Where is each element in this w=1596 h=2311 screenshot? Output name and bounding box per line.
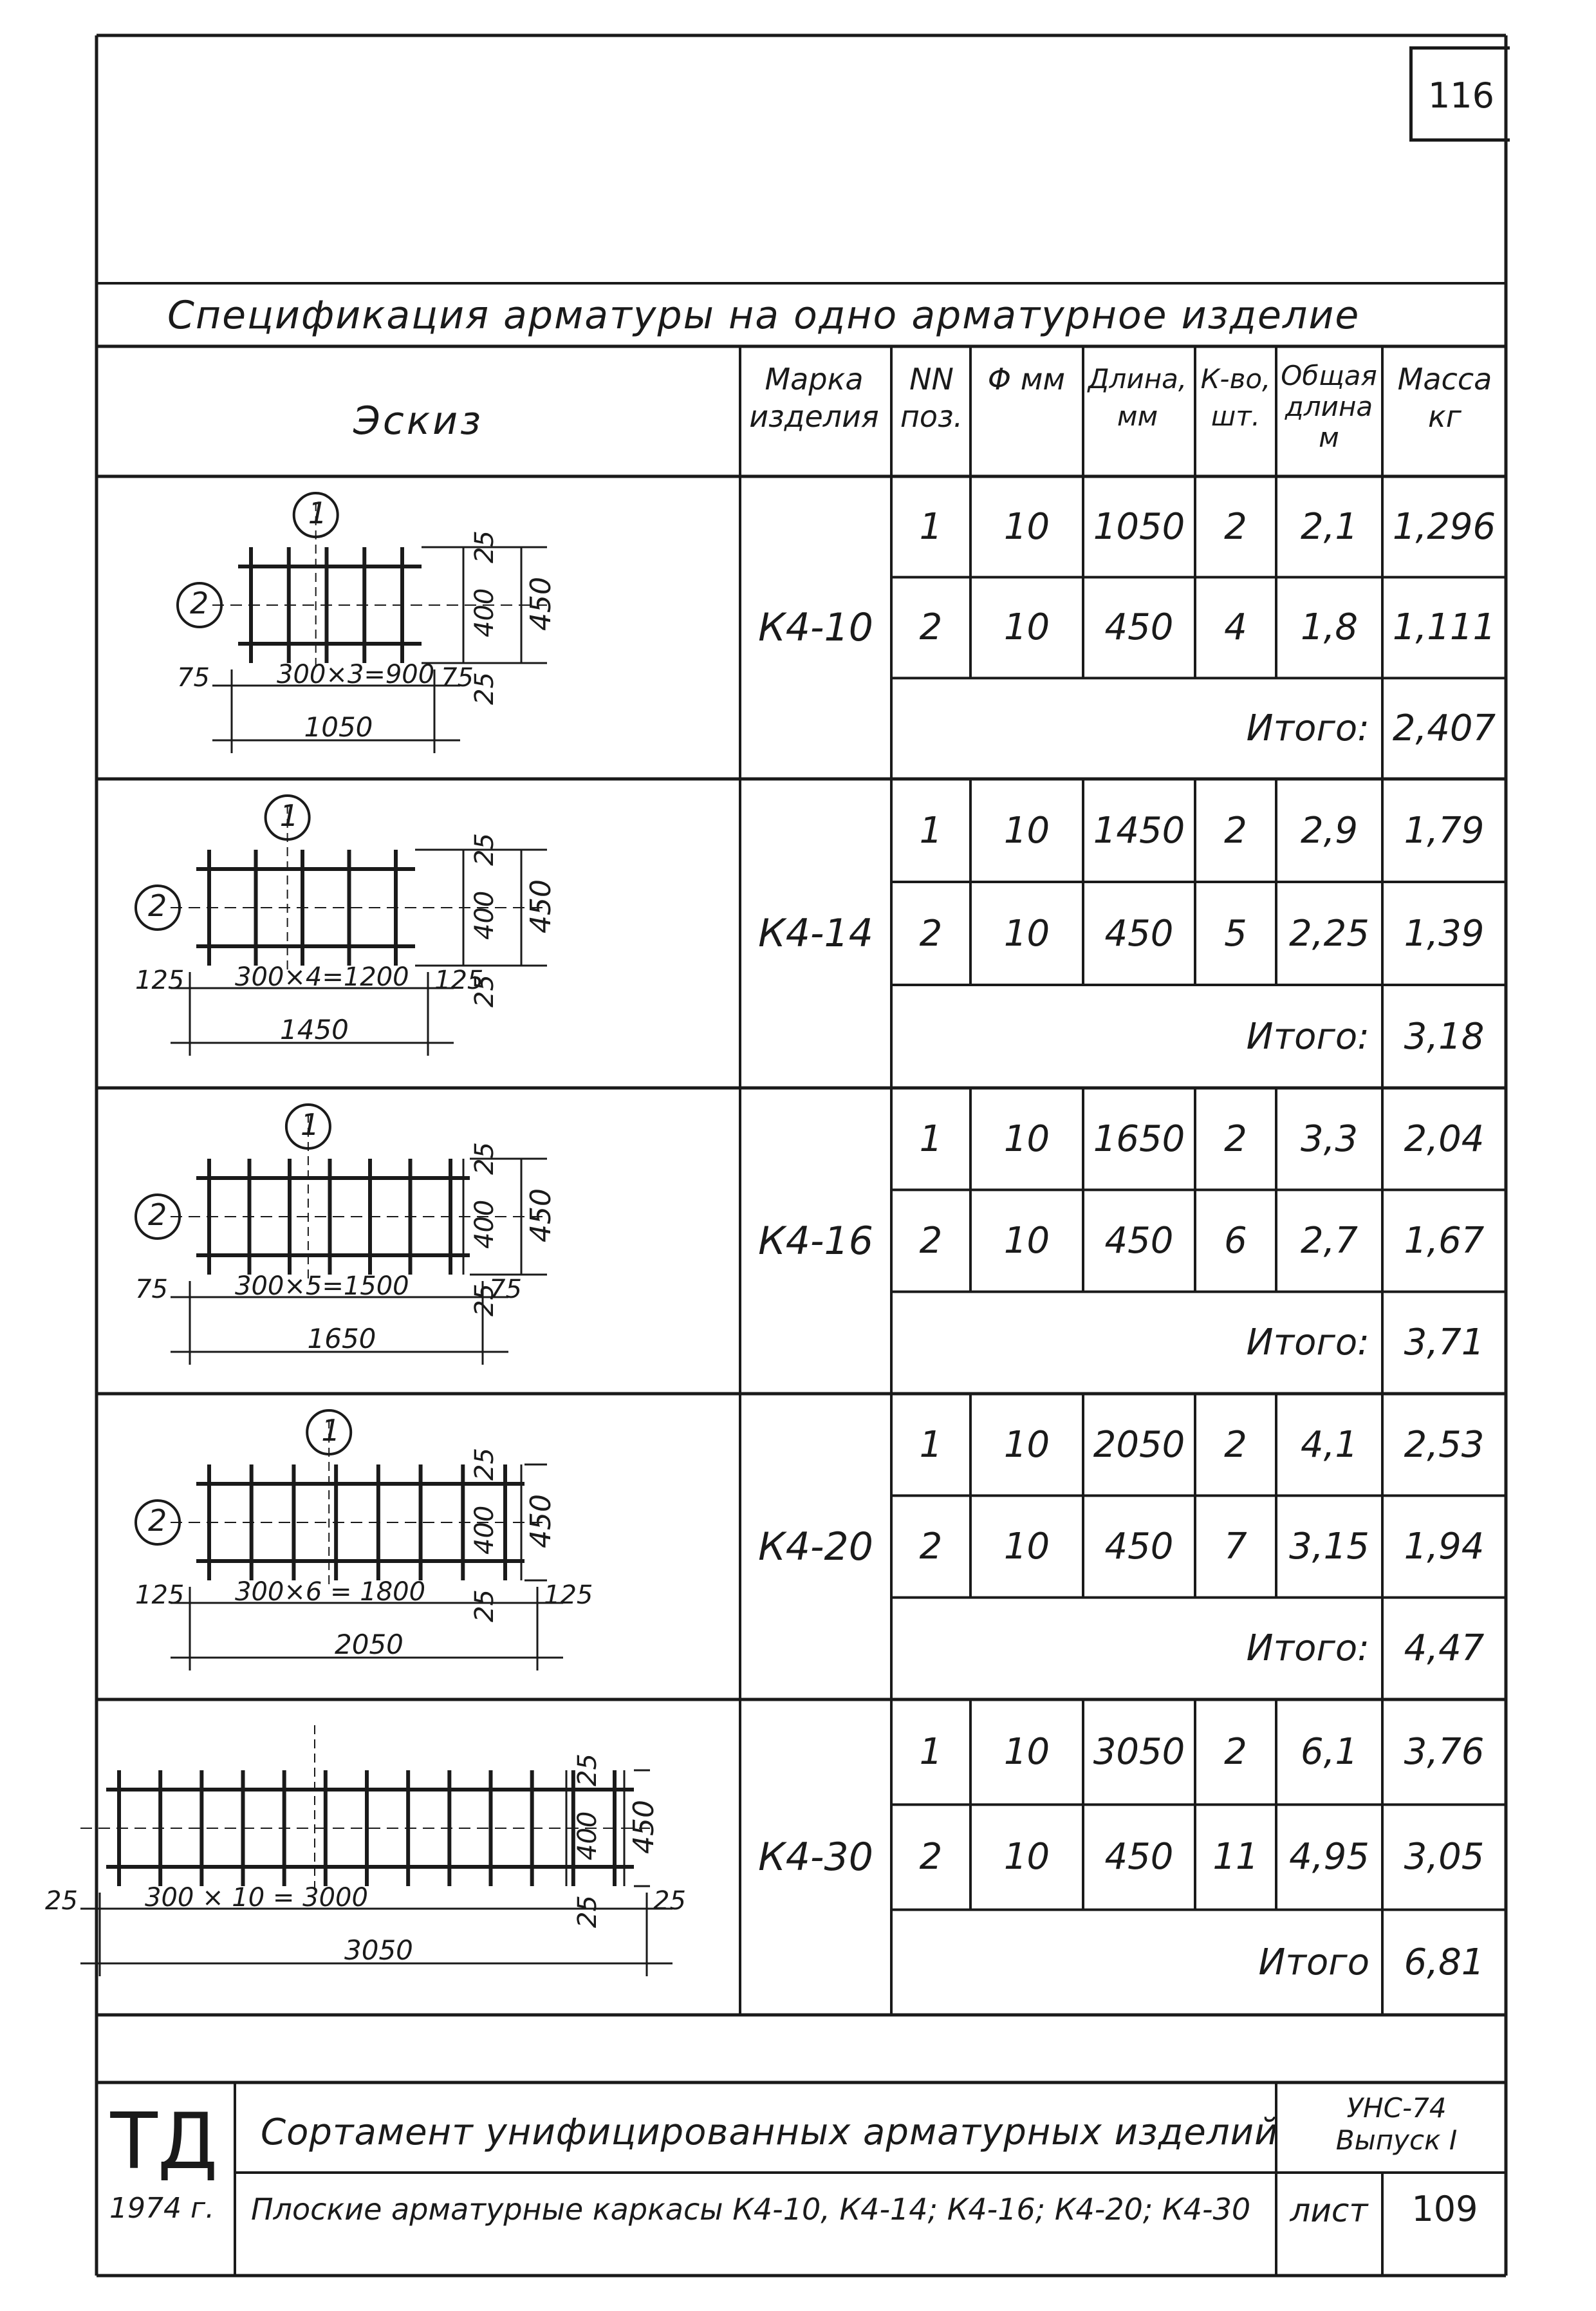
dim-overall-length: 2050 (335, 1629, 404, 1660)
itogo-label: Итого: (1246, 707, 1369, 750)
dim-left-offset: 75 (177, 663, 210, 693)
callout-2-label: 2 (190, 586, 209, 621)
callout-2-label: 2 (148, 1197, 167, 1232)
itogo-value: 6,81 (1404, 1941, 1485, 1983)
spec-cell-pos: 2 (919, 606, 943, 649)
callout-1-label: 1 (308, 496, 327, 530)
spec-cell-length: 1050 (1093, 505, 1185, 548)
spec-cell-pos: 2 (919, 1525, 943, 1567)
spec-cell-length: 450 (1104, 1219, 1174, 1262)
dim-mid: 400 (470, 890, 499, 940)
spec-cell-length: 3050 (1093, 1731, 1185, 1773)
stamp-logo: ТД (110, 2097, 218, 2187)
spec-cell-mass: 1,39 (1404, 912, 1485, 955)
dim-bot: 25 (470, 1284, 499, 1316)
dim-left-offset: 25 (45, 1886, 78, 1916)
dim-right-offset: 125 (434, 966, 484, 995)
spec-cell-total: 6,1 (1300, 1731, 1359, 1773)
dim-left-offset: 75 (135, 1275, 168, 1304)
spec-cell-mass: 1,67 (1404, 1219, 1485, 1262)
dim-overall-height: 450 (524, 879, 557, 933)
dim-spacing: 300×5=1500 (235, 1271, 409, 1301)
spec-cell-count: 6 (1224, 1219, 1247, 1262)
spec-cell-count: 7 (1224, 1525, 1247, 1567)
dim-top: 25 (470, 1448, 499, 1481)
spec-cell-count: 11 (1212, 1836, 1259, 1878)
callout-2-label: 2 (148, 1503, 167, 1538)
dim-bot: 25 (573, 1895, 602, 1928)
itogo-value: 2,407 (1392, 707, 1496, 750)
spec-cell-diam: 10 (1003, 1731, 1050, 1773)
spec-cell-pos: 1 (919, 505, 943, 548)
dim-overall-height: 450 (524, 1494, 557, 1548)
itogo-label: Итого: (1246, 1322, 1369, 1364)
stamp-line1: Сортамент унифицированных арматурных изделий (261, 2111, 1279, 2153)
stamp-series: УНС-74 (1346, 2092, 1447, 2124)
spec-cell-count: 4 (1224, 606, 1247, 649)
spec-cell-pos: 1 (919, 809, 943, 852)
spec-cell-diam: 10 (1003, 1525, 1050, 1567)
stamp-year: 1974 г. (109, 2192, 215, 2225)
spec-cell-length: 450 (1104, 1525, 1174, 1567)
dim-top: 25 (470, 530, 499, 563)
spec-cell-length: 450 (1104, 606, 1174, 649)
itogo-label: Итого: (1246, 1015, 1369, 1058)
callout-1-label: 1 (321, 1413, 340, 1448)
callout-2-label: 2 (148, 888, 167, 923)
dim-right-offset: 75 (489, 1275, 522, 1304)
header-mass: Масса кг (1397, 362, 1492, 434)
spec-cell-pos: 2 (919, 912, 943, 955)
stamp-sheet-number: 109 (1411, 2189, 1478, 2229)
spec-cell-diam: 10 (1003, 912, 1050, 955)
spec-cell-pos: 2 (919, 1836, 943, 1878)
product-mark: К4-20 (758, 1524, 873, 1569)
itogo-value: 4,47 (1404, 1627, 1485, 1670)
dim-overall-height: 450 (524, 577, 557, 631)
spec-cell-count: 2 (1224, 1118, 1247, 1160)
dim-right-offset: 125 (544, 1580, 593, 1610)
spec-title: Спецификация арматуры на одно арматурное изделие (167, 293, 1360, 338)
spec-cell-mass: 1,94 (1404, 1525, 1485, 1567)
spec-cell-total: 3,3 (1300, 1118, 1359, 1160)
spec-cell-total: 2,7 (1300, 1219, 1359, 1262)
dim-bot: 25 (470, 672, 499, 705)
spec-cell-pos: 1 (919, 1731, 943, 1773)
header-count: К-во, шт. (1200, 363, 1271, 432)
spec-cell-mass: 2,04 (1404, 1118, 1485, 1160)
itogo-value: 3,71 (1404, 1322, 1485, 1364)
stamp-issue: Выпуск I (1335, 2124, 1458, 2156)
dim-spacing: 300 × 10 = 3000 (145, 1883, 368, 1913)
header-diam: Φ мм (987, 362, 1066, 397)
spec-cell-length: 450 (1104, 1836, 1174, 1878)
dim-overall-length: 1650 (307, 1323, 376, 1354)
spec-cell-mass: 3,05 (1404, 1836, 1485, 1878)
product-mark: К4-30 (758, 1835, 873, 1880)
stamp-sheet-label: лист (1290, 2192, 1368, 2229)
spec-cell-count: 2 (1224, 1423, 1247, 1466)
spec-cell-pos: 2 (919, 1219, 943, 1262)
spec-cell-count: 5 (1224, 912, 1247, 955)
dim-left-offset: 125 (135, 966, 185, 995)
itogo-label: Итого: (1246, 1627, 1369, 1670)
dim-overall-height: 450 (524, 1188, 557, 1242)
spec-cell-diam: 10 (1003, 606, 1050, 649)
dim-mid: 400 (470, 1505, 499, 1555)
header-length: Длина, мм (1088, 363, 1187, 432)
dim-top: 25 (573, 1754, 602, 1786)
spec-cell-length: 450 (1104, 912, 1174, 955)
dim-spacing: 300×3=900 (277, 660, 435, 689)
spec-cell-count: 2 (1224, 1731, 1247, 1773)
dim-overall-length: 3050 (344, 1934, 413, 1966)
spec-cell-mass: 1,79 (1404, 809, 1485, 852)
spec-cell-count: 2 (1224, 505, 1247, 548)
header-mark: Марка изделия (749, 362, 879, 434)
spec-cell-diam: 10 (1003, 1219, 1050, 1262)
spec-cell-mass: 2,53 (1404, 1423, 1485, 1466)
dim-bot: 25 (470, 975, 499, 1007)
stamp-line2: Плоские арматурные каркасы К4-10, К4-14; К4-16; К4-20; К4-30 (251, 2192, 1251, 2227)
page-number: 116 (1427, 75, 1495, 116)
dim-right-offset: 25 (653, 1886, 686, 1916)
dim-spacing: 300×4=1200 (235, 962, 409, 992)
dim-top: 25 (470, 833, 499, 866)
dim-top: 25 (470, 1142, 499, 1175)
page-number-box (1409, 46, 1510, 142)
dim-right-offset: 75 (441, 663, 474, 693)
spec-cell-total: 4,95 (1289, 1836, 1369, 1878)
spec-cell-total: 2,9 (1300, 809, 1359, 852)
spec-cell-diam: 10 (1003, 809, 1050, 852)
dim-overall-length: 1450 (280, 1014, 349, 1045)
spec-cell-length: 2050 (1093, 1423, 1185, 1466)
spec-cell-total: 4,1 (1300, 1423, 1359, 1466)
spec-cell-pos: 1 (919, 1118, 943, 1160)
dim-overall-height: 450 (627, 1800, 660, 1854)
product-mark: К4-14 (758, 911, 873, 956)
header-total-length: Общая длина м (1281, 360, 1377, 453)
dim-spacing: 300×6 = 1800 (235, 1577, 426, 1607)
dim-mid: 400 (470, 1199, 499, 1249)
product-mark: К4-10 (758, 605, 873, 650)
header-pos: NN поз. (900, 362, 963, 434)
spec-cell-diam: 10 (1003, 505, 1050, 548)
spec-cell-mass: 1,296 (1392, 505, 1496, 548)
product-mark: К4-16 (758, 1218, 873, 1264)
spec-cell-total: 2,25 (1289, 912, 1369, 955)
spec-cell-diam: 10 (1003, 1423, 1050, 1466)
spec-cell-mass: 3,76 (1404, 1731, 1485, 1773)
spec-cell-diam: 10 (1003, 1118, 1050, 1160)
dim-left-offset: 125 (135, 1580, 185, 1610)
callout-1-label: 1 (300, 1107, 320, 1142)
spec-cell-total: 3,15 (1289, 1525, 1369, 1567)
spec-cell-total: 2,1 (1300, 505, 1359, 548)
dim-mid: 400 (470, 588, 499, 637)
spec-cell-diam: 10 (1003, 1836, 1050, 1878)
spec-cell-count: 2 (1224, 809, 1247, 852)
callout-1-label: 1 (279, 798, 299, 833)
itogo-value: 3,18 (1404, 1015, 1485, 1058)
spec-cell-length: 1650 (1093, 1118, 1185, 1160)
spec-cell-mass: 1,111 (1392, 606, 1496, 649)
dim-bot: 25 (470, 1589, 499, 1622)
itogo-label: Итого (1258, 1941, 1369, 1983)
spec-cell-total: 1,8 (1300, 606, 1359, 649)
dim-overall-length: 1050 (304, 711, 373, 743)
header-sketch: Эскиз (353, 398, 484, 444)
spec-cell-length: 1450 (1093, 809, 1185, 852)
dim-mid: 400 (573, 1811, 602, 1860)
spec-cell-pos: 1 (919, 1423, 943, 1466)
